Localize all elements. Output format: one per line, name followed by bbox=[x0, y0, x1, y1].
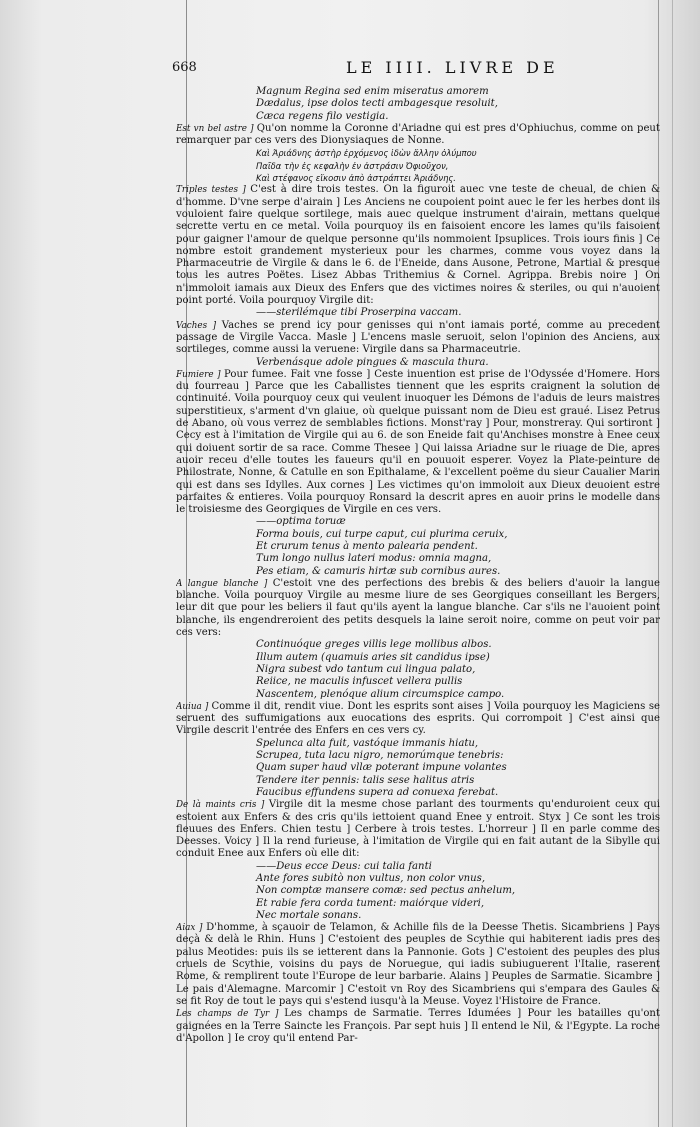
page-edge-line-outer bbox=[672, 0, 673, 1127]
paragraph-text: Les champs de Sarmatie. Terres Idumées ] Pour les batailles qu'ont gaignées en la Terre Saincte les François. Par sept huis ] Il entend le Nil, & l'Egypte. La roche d'Apollon ] Ie croy qu'il entend Par- bbox=[176, 1008, 660, 1044]
greek-quotation bbox=[256, 147, 660, 184]
verse-line: Ante fores subitò non vultus, non color vnus, bbox=[256, 873, 486, 884]
lemma-label: Triples testes ] bbox=[176, 185, 251, 196]
verse-line: Magnum Regina sed enim miseratus amorem bbox=[256, 86, 489, 97]
verse-line: Spelunca alta fuit, vastóque immanis hiatu, bbox=[256, 737, 479, 749]
paragraph-text: Comme il dit, rendit viue. Dont les esprits sont aises ] Voila pourquoy les Magiciens se seruent des suffumigations aux euocations des esprits. Qui corrompoit ] C'est ainsi que Virgile descrit l'entrée des Enfers en ces vers cy. bbox=[176, 700, 660, 737]
verse-line: Quam super haud vllæ poterant impune volantes bbox=[256, 762, 507, 774]
commentary-text bbox=[176, 86, 660, 1106]
commentary-paragraph bbox=[176, 369, 660, 517]
paragraph-text: Qu'on nomme la Coronne d'Ariadne qui est pres d'Ophiuchus, comme on peut remarquer par ces vers des Dionysiaques de Nonne. bbox=[176, 122, 660, 147]
verse-line: Continuóque greges villis lege mollibus albos. bbox=[256, 639, 492, 651]
verse-line: Καὶ στέφανος εἴκοσιν ἀπὸ ἀστράπτει Ἀριάδνης. bbox=[256, 173, 456, 184]
verse-line: ——Deus ecce Deus: cui talia fanti bbox=[256, 860, 432, 872]
verse-line: ——optima toruæ bbox=[256, 516, 346, 528]
paragraph-text: D'homme, à sçauoir de Telamon, & Achille fils de la Deesse Thetis. Sicambriens ] Pays deçà & delà le Rhin. Huns ] C'estoient des peuples de Scythie qui habiterent iadis pres des palus Meotides: puis ils se ietterent dans la Pannonie. Gots ] C'estoient des peuples des plus cruels de Scythie, voisins du pays de Noruegue, qui iadis subiuguerent l'Italie, raserent Rome, & remplirent toute l'Europe de leur barbarie. Alains ] Peuples de Sarmatie. Sicambre ] Le pais d'Alemagne. Marcomir ] C'estoit vn Roy des Sicambriens qui s'empara des Gaules & se fit Roy de tout le pays qui s'estend iusqu'à la Meuse. Voyez l'Histoire de France. bbox=[176, 922, 660, 1007]
verse-line: Verbenásque adole pingues & mascula thura. bbox=[256, 356, 489, 368]
verse-line: Pes etiam, & camuris hirtæ sub cornibus aures. bbox=[256, 565, 501, 577]
commentary-paragraph bbox=[176, 320, 660, 357]
verse-line: Dædalus, ipse dolos tecti ambagesque resoluit, bbox=[256, 98, 498, 110]
verse-line: Et rabie fera corda tument: maiórque videri, bbox=[256, 897, 485, 909]
latin-quotation bbox=[256, 357, 660, 369]
paragraph-text: C'est à dire trois testes. On la figuroit auec vne teste de cheual, de chien & d'homme. D'vne serpe d'airain ] Les Anciens ne coupoient point auec le fer les herbes dont ils vouloient faire quelque sortilege, mais auec quelque instrument d'airain, mettans quelque secrette vertu en ce metal. Voila pourquoy ils en faisoient encore les lames qu'ils faisoient pour gaigner l'amour de quelque personne qu'ils nommoient Ipsuplices. Trois iours finis ] Ce nombre estoit grandement mysterieux pour les charmes, comme vous voyez dans la Pharmaceutrie de Virgile & dans le 6. de l'Eneide, dans Ausone, Petrone, Martial & presque tous les autres Poëtes. Lisez Abbas Trithemius & Cornel. Agrippa. Brebis noire ] On n'immoloit iamais aux Dieux des Enfers que des victimes noires & steriles, ou qui n'auoient point porté. Voila pourquoy Virgile dit: bbox=[176, 184, 660, 307]
latin-quotation bbox=[256, 861, 660, 922]
verse-line: Non comptæ mansere comæ: sed pectus anhelum, bbox=[256, 885, 516, 897]
verse-line: Tum longo nullus lateri modus: omnia magna, bbox=[256, 553, 492, 565]
page-header bbox=[172, 58, 652, 82]
latin-quotation bbox=[256, 639, 660, 700]
lemma-label: Les champs de Tyr ] bbox=[176, 1009, 285, 1020]
lemma-label: Est vn bel astre ] bbox=[176, 123, 257, 134]
lemma-label: Aiax ] bbox=[176, 923, 207, 934]
verse-line: Nascentem, plenóque alium circumspice campo. bbox=[256, 688, 505, 700]
verse-line: Scrupea, tuta lacu nigro, nemorúmque tenebris: bbox=[256, 750, 504, 762]
verse-line: Illum autem (quamuis aries sit candidus ipse) bbox=[256, 651, 490, 663]
verse-line: Παῖδα τὴν ἐς κεφαλὴν ἐν ἀστράσιν Ὀφιοῦχον, bbox=[256, 160, 449, 171]
verse-line: Forma bouis, cui turpe caput, cui plurima ceruix, bbox=[256, 528, 508, 540]
lemma-label: De là maints cris ] bbox=[176, 800, 269, 811]
page-number: 668 bbox=[172, 60, 197, 75]
verse-line: ——sterilémque tibi Proserpina vaccam. bbox=[256, 307, 462, 319]
paragraph-text: C'estoit vne des perfections des brebis & des beliers d'auoir la langue blanche. Voila pourquoy Virgile au mesme liure de ses Georgiques conseillant les Bergers, leur dit que pour les beliers il faut qu'ils ayent la langue blanche. Car s'ils ne l'auoient point blanche, ils engendreroient des petits desquels la laine seroit noire, comme on peut voir par ces vers: bbox=[176, 577, 660, 639]
commentary-paragraph bbox=[176, 123, 660, 148]
commentary-paragraph bbox=[176, 799, 660, 860]
lemma-label: Vaches ] bbox=[176, 320, 222, 331]
paragraph-text: Pour fumee. Fait vne fosse ] Ceste inuention est prise de l'Odyssée d'Homere. Hors du fourreau ] Parce que les Caballistes tiennent que les esprits craignent la solution de continuité. Voila pourquoy ceux qui veulent inuoquer les Démons de l'aduis de leurs maistres superstitieux, s'arment d'vn glaiue, où quelque puissant nom de Dieu est graué. Lisez Petrus de Abano, où vous verrez de semblables fictions. Monst'ray ] Pour, monstreray. Qui sortiront ] Cecy est à l'imitation de Virgile qui au 6. de son Eneide fait qu'Anchises monstre à Enee ceux qui doiuent sortir de sa race. Comme Thesee ] Qui laissa Ariadne sur le riuage de Die, apres auoir receu d'elle toutes les faueurs qu'il en pouuoit esperer. Voyez la Plate-peinture de Philostrate, Nonne, & Catulle en son Epithalame, & l'excellent poëme du sieur Caualier Marin qui est dans ses Idylles. Aux cornes ] Les victimes qu'on immoloit aux Dieux deuoient estre parfaites & entieres. Voila pourquoy Ronsard la descrit apres en auoir prins le modelle dans le troisiesme des Georgiques de Virgile en ces vers. bbox=[176, 368, 660, 516]
verse-line: Et crurum tenus à mento palearia pendent. bbox=[256, 540, 478, 552]
commentary-paragraph bbox=[176, 701, 660, 738]
lemma-label: Fumiere ] bbox=[176, 369, 225, 380]
latin-quotation bbox=[256, 307, 660, 319]
verse-line: Faucibus effundens supera ad conuexa ferebat. bbox=[256, 786, 499, 798]
latin-quotation bbox=[256, 738, 660, 799]
lemma-label: A langue blanche ] bbox=[176, 578, 273, 589]
verse-line: Tendere iter pennis: talis sese halitus atris bbox=[256, 774, 475, 786]
running-title: LE IIII. LIVRE DE bbox=[346, 58, 559, 77]
verse-line: Reiice, ne maculis infuscet vellera pullis bbox=[256, 676, 463, 688]
verse-line: Nigra subest vdo tantum cui lingua palato, bbox=[256, 663, 476, 675]
verse-line: Cæca regens filo vestigia. bbox=[256, 110, 389, 122]
latin-quotation bbox=[256, 86, 660, 123]
latin-quotation bbox=[256, 516, 660, 577]
commentary-paragraph bbox=[176, 922, 660, 1008]
commentary-paragraph bbox=[176, 184, 660, 307]
paragraph-text: Vaches se prend icy pour genisses qui n'ont iamais porté, comme au precedent passage de Virgile Vacca. Masle ] L'encens masle seruoit, selon l'opinion des Anciens, aux sortileges, comme aussi la veruene: Virgile dans sa Pharmaceutrie. bbox=[176, 319, 660, 356]
commentary-paragraph bbox=[176, 578, 660, 639]
paragraph-text: Virgile dit la mesme chose parlant des tourments qu'enduroient ceux qui estoient aux Enfers & des cris qu'ils iettoient quand Enee y entroit. Styx ] Ce sont les trois fleuues des Enfers. Chien testu ] Cerbere à trois testes. L'horreur ] Il en parle comme des Deesses. Voicy ] Il la rend furieuse, à l'imitation de Virgile qui en fait autant de la Sibylle qui conduit Enee aux Enfers où elle dit: bbox=[176, 799, 660, 860]
verse-line: Nec mortale sonans. bbox=[256, 909, 362, 921]
commentary-paragraph bbox=[176, 1008, 660, 1045]
verse-line: Καὶ Ἀριάδνης ἀστὴρ ἐρχόμενος ἰδὼν ἄλλην ὀλύμπου bbox=[256, 148, 477, 159]
lemma-label: Auiua ] bbox=[176, 701, 212, 712]
